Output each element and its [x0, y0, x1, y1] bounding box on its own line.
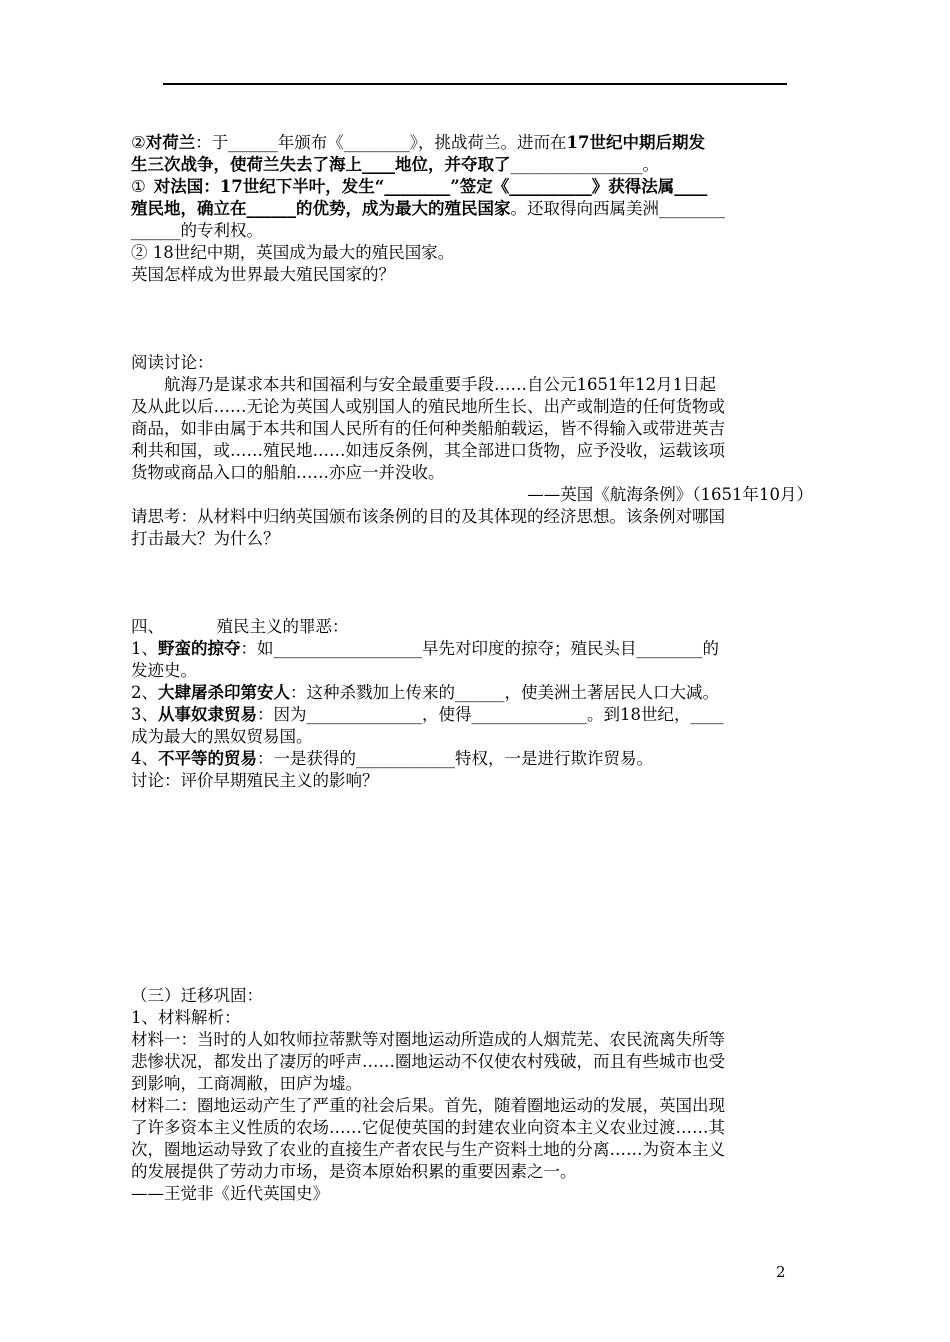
material-2-line: 次，圈地运动导致了农业的直接生产者农民与生产资料土地的分离……为资本主义: [131, 1140, 725, 1159]
material-source: ——王觉非《近代英国史》: [131, 1184, 329, 1203]
section-colonial: [131, 132, 821, 286]
discussion-question: 讨论：评价早期殖民主义的影响？: [131, 771, 379, 790]
material-2-line: 了许多资本主义性质的农场……它促使英国的封建农业向资本主义农业过渡……其: [131, 1118, 725, 1137]
france-text: 。还取得向西属美洲________: [510, 199, 725, 218]
reading-label: 阅读讨论：: [131, 353, 214, 372]
item-3: [131, 704, 821, 726]
france-line-3: [131, 220, 821, 242]
netherlands-text: ：于______年颁布《________》，挑战荷兰。进而在: [195, 133, 567, 152]
material-1-line: 到影响，工商凋敝，田庐为墟。: [131, 1074, 362, 1093]
item-title: 野蛮的掠夺: [158, 639, 241, 658]
netherlands-bold-line: 生三次战争，使荷兰失去了海上____地位，并夺取了: [131, 155, 511, 174]
item-4: [131, 748, 821, 770]
item-title: 不平等的贸易: [158, 749, 257, 768]
reading-line: 货物或商品入口的船舶……亦应一并没收。: [131, 463, 445, 482]
netherlands-title: 对荷兰: [145, 133, 196, 152]
page-number: 2: [776, 1263, 786, 1281]
netherlands-bold-text: 17世纪中期后期发: [566, 133, 706, 152]
reading-discussion: [131, 352, 821, 550]
reading-line: 商品，如非由属于本共和国人民所有的任何种类船舶载运，皆不得输入或带进英吉: [131, 419, 725, 438]
reading-line: 利共和国，或……殖民地……如违反条例，其全部进口货物，应予没收，运载该项: [131, 441, 725, 460]
consolidation-heading: （三）迁移巩固：: [131, 986, 263, 1005]
item-number: 1、: [131, 639, 158, 658]
item-number: 3、: [131, 705, 158, 724]
item-title: 大肆屠杀印第安人: [158, 683, 290, 702]
reading-source: ——英国《航海条例》（1651年10月）: [527, 485, 813, 504]
material-analysis-item: 1、材料解析：: [131, 1008, 241, 1027]
consolidation: [131, 985, 821, 1205]
item-1-line-2: 发迹史。: [131, 661, 197, 680]
line-18c: ② 18世纪中期，英国成为最大的殖民国家。: [131, 243, 455, 262]
france-bold-text: 殖民地，确立在______的优势，成为最大的殖民国家: [131, 199, 511, 218]
france-line-2: [131, 198, 821, 220]
netherlands-blank: ________________。: [510, 155, 659, 174]
item-text: ：因为______________，使得______________。到18世纪，____: [257, 705, 724, 724]
material-1-line: 悲惨状况，都发出了凄厉的呼声……圈地运动不仅使农村残破，而且有些城市也受: [131, 1052, 725, 1071]
reading-line: 及从此以后……无论为英国人或别国人的殖民地所生长、出产或制造的任何货物或: [131, 397, 725, 416]
question-largest-colonial: 英国怎样成为世界最大殖民国家的？: [131, 265, 395, 284]
netherlands-line-2: [131, 154, 821, 176]
header-rule: [163, 83, 787, 85]
circled-number: ①: [131, 177, 146, 196]
item-title: 从事奴隶贸易: [158, 705, 257, 724]
item-text: ：一是获得的____________特权，一是进行欺诈贸易。: [257, 749, 653, 768]
reading-line: 航海乃是谋求本共和国福利与安全最重要手段……自公元1651年12月1日起: [164, 375, 716, 394]
item-3-line-2: 成为最大的黑奴贸易国。: [131, 727, 313, 746]
item-1: [131, 638, 821, 660]
circled-number: ②: [131, 133, 146, 152]
item-2: [131, 682, 821, 704]
item-text: ：如__________________早先对印度的掠夺；殖民头目________的: [240, 639, 719, 658]
item-number: 4、: [131, 749, 158, 768]
think-line: 打击最大？为什么？: [131, 529, 280, 548]
france-title: 对法国：17世纪下半叶，发生“________”签定《__________》获得法属____: [153, 177, 708, 196]
item-text: ：这种杀戮加上传来的______，使美洲土著居民人口大减。: [290, 683, 719, 702]
section-four-heading: 四、 殖民主义的罪恶：: [131, 617, 349, 636]
material-1-line: 材料一：当时的人如牧师拉蒂默等对圈地运动所造成的人烟荒芜、农民流离失所等: [131, 1030, 725, 1049]
material-2-line: 的发展提供了劳动力市场，是资本原始积累的重要因素之一。: [131, 1162, 577, 1181]
item-number: 2、: [131, 683, 158, 702]
france-line-1: [131, 176, 821, 198]
netherlands-line-1: [131, 132, 821, 154]
think-line: 请思考：从材料中归纳英国颁布该条例的目的及其体现的经济思想。该条例对哪国: [131, 507, 725, 526]
section-four: [131, 616, 821, 792]
material-2-line: 材料二：圈地运动产生了严重的社会后果。首先，随着圈地运动的发展，英国出现: [131, 1096, 725, 1115]
france-text-end: ______的专利权。: [131, 221, 263, 240]
